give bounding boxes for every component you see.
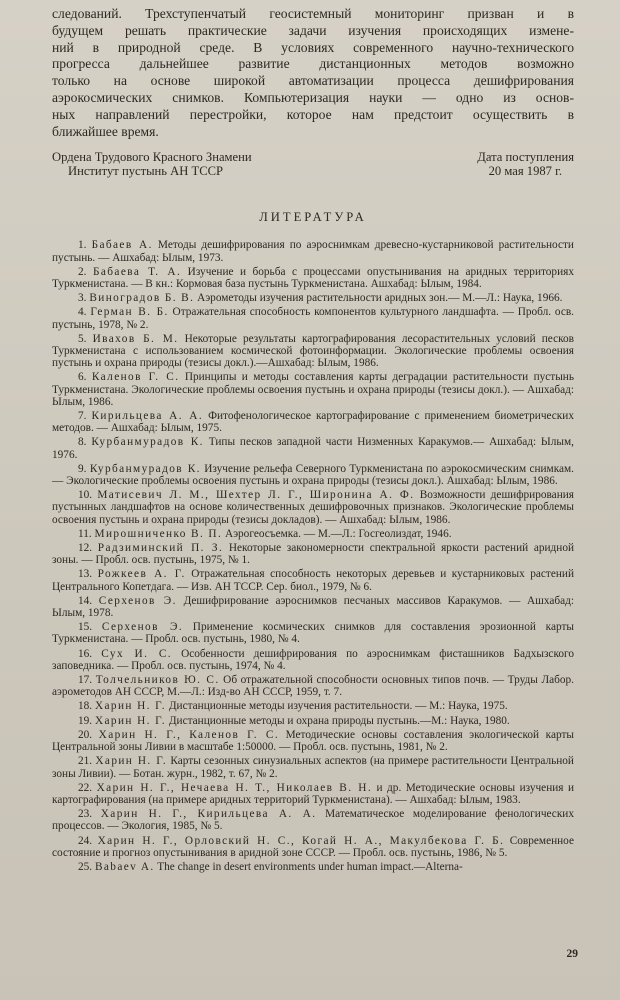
reference-author: Толчельников Ю. С. [95, 674, 220, 687]
reference-number: 19. [78, 714, 93, 727]
reference-item [52, 410, 574, 434]
reference-number: 2. [78, 265, 87, 278]
reference-item [52, 715, 574, 727]
reference-text: Дистанционные методы и охрана природы пустынь.—М.: Наука, 1980. [168, 714, 510, 727]
reference-author: Ивахов Б. М. [92, 332, 179, 345]
reference-text: Некоторые результаты картографирования лесорастительных условий песков Туркменистана с использованием космической фотоинформации. Экологические проблемы освоения пустынь и охрана природы (тезисы докл.).—Ашхабад: Ылым, 1986. [52, 332, 575, 370]
reference-number: 7. [78, 410, 87, 423]
reference-text: Фитофенологическое картографирование с применением биометрических методов. — Ашхабад: Ылым, 1975. [52, 410, 574, 435]
reference-author: Матисевич Л. М., Шехтер Л. Г., Широнина А. Ф. [97, 489, 415, 502]
date-block [477, 150, 574, 178]
reference-item [52, 595, 574, 619]
reference-number: 4. [78, 306, 87, 319]
reference-number: 17. [78, 674, 93, 687]
reference-item [52, 306, 574, 330]
reference-author: Серхенов Э. [101, 621, 184, 634]
body-line: ных направлений перестройки, которое нам предстоит осуществить в [52, 106, 574, 122]
reference-text: Аэрометоды изучения растительности аридных зон.— М.—Л.: Наука, 1966. [197, 292, 563, 305]
reference-number: 18. [78, 700, 93, 713]
reference-number: 10. [78, 489, 93, 502]
reference-text: Дистанционные методы изучения растительности. — М.: Наука, 1975. [168, 700, 508, 713]
reference-number: 21. [78, 755, 93, 768]
reference-text: Применение космических снимков для составления эрозионной карты Туркменистана. — Пробл. осв. пустынь, 1980, № 4. [52, 621, 574, 646]
page-number: 29 [566, 948, 578, 960]
reference-author: Харин Н. Г. [94, 714, 166, 727]
reference-number: 9. [78, 462, 87, 475]
reference-author: Харин Н. Г., Каленов Г. С. [98, 728, 280, 741]
reference-author: Харин Н. Г., Нечаева Н. Т., Николаев В. Н. [96, 781, 373, 794]
reference-item [52, 266, 574, 290]
reference-author: Харин Н. Г. [95, 755, 168, 768]
reference-text: Об отражательной способности основных типов почв. — Труды Лабор. аэрометодов АН СССР, М.—Л.: Изд-во АН СССР, 1959, т. 7. [52, 674, 574, 699]
reference-item [52, 528, 574, 540]
reference-item [52, 621, 574, 645]
reference-author: Каленов Г. С. [91, 371, 180, 384]
reference-number: 1. [78, 239, 87, 252]
date-value: 20 мая 1987 г. [488, 164, 562, 179]
reference-item [52, 542, 574, 566]
reference-item [52, 729, 574, 753]
reference-item [52, 292, 574, 304]
body-line: только на основе широкой автоматизации процесса дешифрирования [52, 73, 574, 89]
reference-author: Кирильцева А. А. [91, 410, 204, 423]
date-label: Дата поступления [477, 150, 574, 165]
reference-item [52, 489, 574, 526]
reference-item [52, 674, 574, 698]
reference-text: Современное состояние и прогноз опустынивания в аридной зоне СССР. — Пробл. осв. пустынь, 1986, № 5. [52, 834, 574, 859]
reference-item [52, 755, 574, 779]
reference-number: 13. [78, 568, 93, 581]
reference-author: Бабаева Т. А. [92, 265, 182, 278]
reference-item [52, 371, 574, 408]
reference-author: Серхенов Э. [98, 594, 177, 607]
reference-number: 5. [78, 332, 87, 345]
reference-item [52, 700, 574, 712]
reference-author: Курбанмурадов К. [91, 436, 204, 449]
reference-number: 25. [78, 860, 93, 873]
reference-number: 6. [78, 371, 87, 384]
reference-item [52, 648, 574, 672]
reference-number: 15. [78, 621, 93, 634]
reference-text: Типы песков западной части Низменных Каракумов.— Ашхабад: Ылым, 1976. [52, 436, 574, 461]
reference-text: Изучение рельефа Северного Туркменистана по аэрокосмическим снимкам. — Экологические проблемы освоения пустынь и охрана природы (тезисы докл.). Ашхабад: Ылым, 1986. [52, 462, 574, 488]
reference-text: Принципы и методы составления карты деградации растительности пустынь Туркменистана. Экологические проблемы освоения пустынь и охрана природы (тезисы докл.). — Ашхабад: Ылым, 1986. [52, 371, 575, 408]
reference-text: Методы дешифрирования по аэроснимкам древесно-кустарниковой растительности пустынь. — Ашхабад: Ылым, 1973. [52, 239, 574, 264]
reference-author: Мирошниченко В. П. [94, 527, 223, 540]
reference-author: Виноградов Б. В. [89, 292, 195, 305]
reference-text: Возможности дешифрирования пустынных ландшафтов на основе количественных дешифровочных признаков. Экологические проблемы освоения пустынь и охрана природы (тезисы докладов). — Ашхабад: Ылым, 1986. [52, 489, 574, 526]
body-line: аэрокосмических снимков. Компьютеризация науки — одно из основ- [52, 89, 574, 105]
reference-item [52, 808, 574, 832]
reference-author: Рожкеев А. Г. [97, 568, 186, 581]
body-line: ний в природной среде. В условиях современного научно-технического [52, 39, 574, 55]
reference-item [52, 463, 574, 487]
reference-number: 3. [78, 292, 87, 305]
references-heading: ЛИТЕРАТУРА [259, 210, 367, 225]
institution-block [52, 150, 252, 178]
reference-author: Харин Н. Г., Орловский Н. С., Когай Н. А., Макулбекова Г. Б. [97, 834, 505, 847]
reference-text: Изучение и борьба с процессами опустынивания на аридных территориях Туркменистана. — В кн.: Кормовая база пустынь Туркменистана. Ашхабад: Ылым, 1984. [52, 265, 574, 290]
reference-author: Курбанмурадов К. [89, 462, 201, 475]
reference-text: The change in desert environments under human impact.—Alterna- [157, 860, 463, 873]
reference-author: Герман В. Б. [90, 306, 169, 319]
institution-line-1: Ордена Трудового Красного Знамени [52, 150, 252, 165]
reference-author: Сух И. С. [101, 647, 172, 660]
reference-item [52, 861, 574, 873]
reference-author: Бабаев А. [91, 239, 153, 252]
reference-text: и др. Методические основы изучения и картографирования (на примере аридных территорий Туркменистана). — Ашхабад: Ылым, 1983. [52, 781, 574, 806]
reference-author: Babaev A. [94, 860, 155, 873]
reference-author: Харин Н. Г. [94, 700, 166, 713]
reference-number: 23. [78, 808, 93, 821]
reference-item [52, 436, 574, 460]
article-signature [52, 150, 574, 178]
reference-number: 20. [78, 728, 93, 741]
reference-text: Особенности дешифрирования по аэроснимкам фисташников Бадхызского заповедника. — Пробл. осв. пустынь, 1974, № 4. [52, 647, 575, 672]
body-line: будущем решать практические задачи изучения происходящих измене- [52, 22, 574, 38]
reference-number: 24. [78, 834, 93, 847]
references-list [52, 239, 574, 873]
reference-item [52, 333, 574, 370]
reference-text: Аэрогеосъемка. — М.—Л.: Госгеолиздат, 1946. [225, 527, 452, 540]
reference-text: Методические основы составления экологической карты Центральной зоны Ливии в масштабе 1:50000. — Пробл. осв. пустынь, 1981, № 2. [52, 728, 574, 754]
reference-text: Карты сезонных синузиальных аспектов (на примере растительности Центральной зоны Ливии). — Ботан. журн., 1982, т. 67, № 2. [52, 755, 574, 780]
reference-number: 14. [78, 594, 93, 607]
reference-author: Харин Н. Г., Кирильцева А. А. [100, 808, 317, 821]
reference-number: 16. [78, 647, 93, 660]
institution-line-2: Институт пустынь АН ТССР [68, 164, 224, 179]
body-line: прогресса дальнейшее развитие дистанционных методов возможно [52, 56, 574, 72]
reference-text: Отражательная способность компонентов культурного ландшафта. — Пробл. осв. пустынь, 1978, № 2. [52, 306, 575, 331]
reference-item [52, 239, 574, 263]
reference-text: Математическое моделирование фенологических процессов. — Экология, 1985, № 5. [52, 808, 575, 833]
body-line: ближайшее время. [52, 123, 159, 139]
reference-number: 11. [78, 527, 92, 540]
reference-number: 8. [78, 436, 87, 449]
reference-item [52, 782, 574, 806]
reference-item [52, 835, 574, 859]
reference-number: 22. [78, 781, 93, 794]
reference-text: Отражательная способность некоторых деревьев и кустарниковых растений Центрального Копетдага. — Изв. АН ТССР. Сер. биол., 1979, № 6. [52, 568, 575, 593]
reference-text: Некоторые закономерности спектральной яркости растений аридной зоны. — Пробл. осв. пустынь, 1975, № 1. [52, 542, 575, 567]
body-text [52, 6, 574, 140]
reference-text: Дешифрирование аэроснимков песчаных массивов Каракумов. — Ашхабад: Ылым, 1978. [52, 594, 574, 620]
reference-number: 12. [78, 542, 93, 555]
reference-author: Радзиминский П. З. [97, 542, 224, 555]
reference-item [52, 568, 574, 592]
body-line: следований. Трехступенчатый геосистемный мониторинг призван и в [52, 6, 574, 21]
